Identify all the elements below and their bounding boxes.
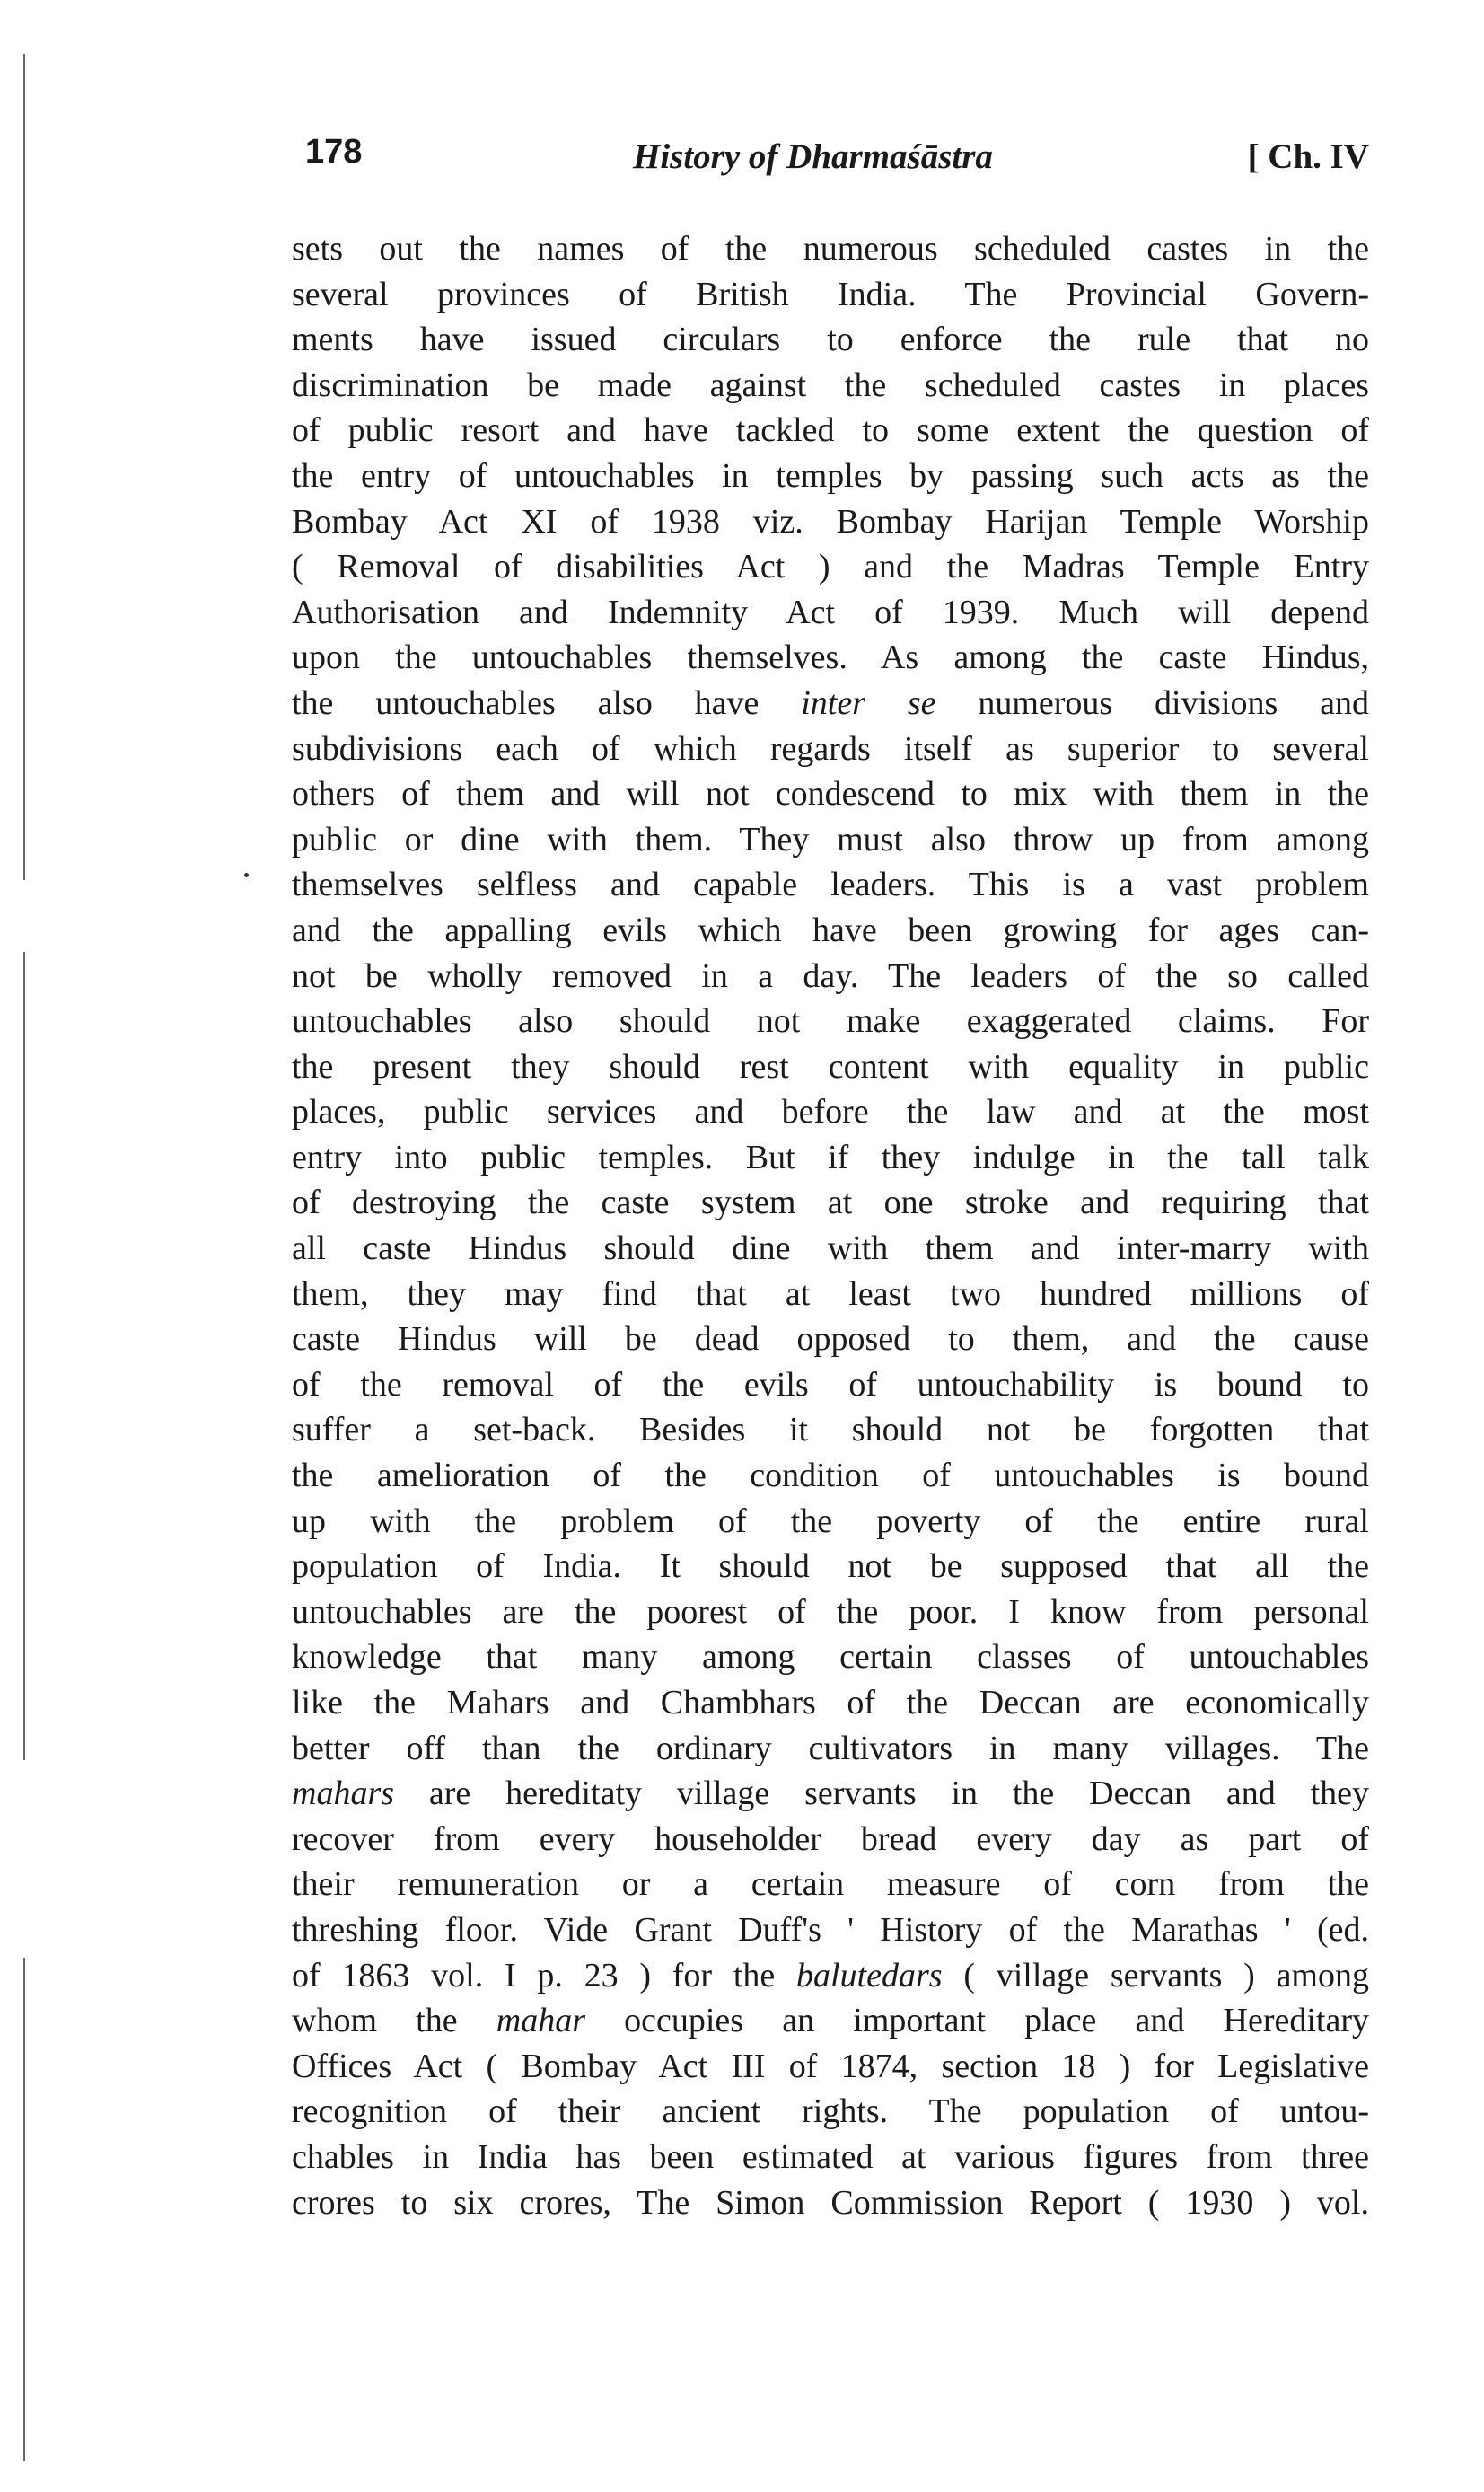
text-segment: occupies an important place and Hereditary (584, 2002, 1369, 2040)
text-line (292, 1589, 1369, 1635)
text-segment: of public resort and have tackled to some extent the question of (292, 411, 1369, 450)
text-line (292, 590, 1369, 636)
text-segment: knowledge that many among certain classes of untouchables (292, 1638, 1369, 1677)
margin-dot-mark (244, 873, 249, 877)
text-line (292, 817, 1369, 863)
text-line (292, 2044, 1369, 2090)
text-line (292, 2089, 1369, 2135)
text-line (292, 544, 1369, 590)
text-segment: public or dine with them. They must also throw up from among (292, 820, 1369, 859)
text-line (292, 453, 1369, 499)
text-line (292, 317, 1369, 363)
text-segment: untouchables are the poorest of the poor. I know from personal (292, 1592, 1369, 1631)
text-segment: better off than the ordinary cultivators in many villages. The (292, 1729, 1369, 1767)
scan-edge-mark (23, 1958, 25, 2461)
text-segment: caste Hindus will be dead opposed to them, and the cause (292, 1320, 1369, 1359)
text-segment: threshing floor. Vide Grant Duff's ' History of the Marathas ' (ed. (292, 1910, 1369, 1949)
text-segment: ( Removal of disabilities Act ) and the Madras Temple Entry (292, 548, 1369, 586)
text-segment: sets out the names of the numerous scheduled castes in the (292, 230, 1369, 268)
text-segment: the entry of untouchables in temples by passing such acts as the (292, 456, 1369, 495)
text-line (292, 1907, 1369, 1953)
text-segment: the untouchables also have (292, 683, 802, 722)
text-line (292, 1272, 1369, 1317)
text-line (292, 862, 1369, 908)
text-line (292, 1180, 1369, 1226)
text-line (292, 726, 1369, 772)
italic-term: balutedars (796, 1956, 943, 1994)
text-segment: like the Mahars and Chambhars of the Deccan are economically (292, 1684, 1369, 1722)
text-segment: Authorisation and Indemnity Act of 1939. Much will depend (292, 593, 1369, 631)
text-segment: themselves selfless and capable leaders. This is a vast problem (292, 866, 1369, 904)
text-line (292, 1953, 1369, 1999)
text-segment: and the appalling evils which have been growing for ages can- (292, 911, 1369, 949)
italic-term: inter se (801, 683, 936, 722)
text-segment: entry into public temples. But if they indulge in the tall talk (292, 1138, 1369, 1176)
text-segment: crores to six crores, The Simon Commission Report ( 1930 ) vol. (292, 2183, 1369, 2222)
text-line (292, 1726, 1369, 1772)
text-segment: suffer a set-back. Besides it should not be forgotten that (292, 1411, 1369, 1449)
text-segment: the amelioration of the condition of untouchables is bound (292, 1457, 1369, 1495)
text-segment: subdivisions each of which regards itself as superior to several (292, 729, 1369, 768)
text-segment: Offices Act ( Bombay Act III of 1874, section 18 ) for Legislative (292, 2047, 1369, 2085)
text-line (292, 954, 1369, 999)
text-line (292, 1817, 1369, 1862)
text-segment: all caste Hindus should dine with them and inter-marry with (292, 1229, 1369, 1268)
text-line (292, 1316, 1369, 1362)
text-segment: others of them and will not condescend to mix with them in the (292, 775, 1369, 814)
text-segment: population of India. It should not be supposed that all the (292, 1547, 1369, 1586)
text-segment: recognition of their ancient rights. The population of untou- (292, 2092, 1369, 2131)
chapter-marker: [ Ch. IV (1247, 137, 1369, 176)
page-header (305, 133, 1369, 187)
text-line (292, 272, 1369, 318)
text-segment: recover from every householder bread every day as part of (292, 1819, 1369, 1858)
text-segment: places, public services and before the law and at the most (292, 1093, 1369, 1132)
text-segment: numerous divisions and (935, 683, 1369, 722)
text-segment: up with the problem of the poverty of the entire rural (292, 1501, 1369, 1540)
text-segment: them, they may find that at least two hundred millions of (292, 1274, 1369, 1313)
text-line (292, 1862, 1369, 1907)
text-line (292, 2180, 1369, 2226)
text-line (292, 908, 1369, 954)
text-segment: of the removal of the evils of untouchability is bound to (292, 1365, 1369, 1404)
text-segment: untouchables also should not make exaggerated claims. For (292, 1002, 1369, 1041)
text-segment: several provinces of British India. The Provincial Govern- (292, 275, 1369, 313)
text-line (292, 1544, 1369, 1589)
text-line (292, 1680, 1369, 1726)
text-line (292, 999, 1369, 1044)
text-line (292, 1499, 1369, 1545)
text-segment: whom the (292, 2002, 496, 2040)
text-segment: are hereditaty village servants in the Deccan and they (394, 1774, 1369, 1813)
italic-term: mahar (496, 2002, 585, 2040)
text-line (292, 635, 1369, 681)
text-segment: upon the untouchables themselves. As among the caste Hindus, (292, 638, 1369, 677)
text-line (292, 1998, 1369, 2044)
text-line (292, 499, 1369, 545)
text-segment: their remuneration or a certain measure of corn from the (292, 1865, 1369, 1904)
text-line (292, 1362, 1369, 1408)
text-line (292, 408, 1369, 453)
text-line (292, 771, 1369, 817)
text-line (292, 2135, 1369, 2180)
text-segment: of destroying the caste system at one stroke and requiring that (292, 1184, 1369, 1222)
text-line (292, 1044, 1369, 1090)
text-segment: ments have issued circulars to enforce the rule that no (292, 321, 1369, 359)
text-segment: not be wholly removed in a day. The leaders of the so called (292, 956, 1369, 995)
running-title: History of Dharmaśāstra (633, 137, 993, 176)
text-line (292, 681, 1369, 726)
text-line (292, 1634, 1369, 1680)
text-segment: the present they should rest content with equality in public (292, 1047, 1369, 1086)
text-line (292, 1453, 1369, 1499)
scan-edge-mark (23, 54, 25, 880)
text-line (292, 226, 1369, 272)
text-segment: chables in India has been estimated at various figures from three (292, 2137, 1369, 2176)
text-line (292, 1407, 1369, 1453)
page-number: 178 (305, 133, 363, 171)
italic-term: mahars (292, 1774, 395, 1813)
text-line (292, 1135, 1369, 1181)
text-segment: discrimination be made against the scheduled castes in places (292, 365, 1369, 404)
text-segment: ( village servants ) among (942, 1956, 1369, 1994)
text-line (292, 363, 1369, 409)
text-line (292, 1226, 1369, 1272)
text-line (292, 1089, 1369, 1135)
text-segment: Bombay Act XI of 1938 viz. Bombay Harijan Temple Worship (292, 502, 1369, 541)
scan-edge-mark (23, 952, 25, 1760)
text-line (292, 1771, 1369, 1817)
body-paragraph (292, 226, 1369, 2225)
text-segment: of 1863 vol. I p. 23 ) for the (292, 1956, 797, 1994)
